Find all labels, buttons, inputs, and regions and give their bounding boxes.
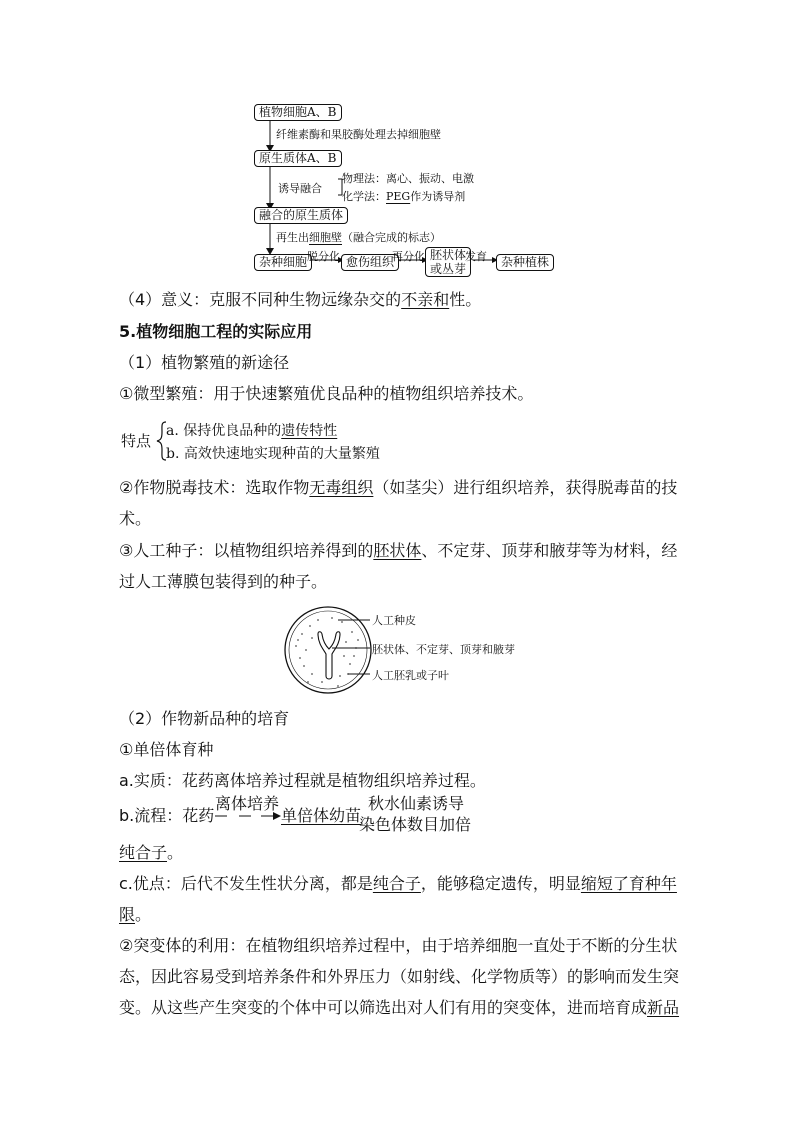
paragraph-mutant-line2: 态，因此容易受到培养条件和外界压力（如射线、化学物质等）的影响而发生突 [119, 967, 680, 986]
flow-box-plant-cells: 植物细胞A、B [254, 104, 342, 121]
process-arrow-1 [213, 810, 283, 822]
feature-item-b: b. 高效快速地实现种苗的大量繁殖 [166, 446, 380, 462]
paragraph-significance: （4）意义：克服不同种生物远缘杂交的不亲和性。 [119, 290, 482, 309]
paragraph-essence: a.实质：花药离体培养过程就是植物组织培养过程。 [119, 771, 486, 790]
process-haploid-seedling: 单倍体幼苗 [281, 806, 362, 825]
paragraph-detox: ②作物脱毒技术：选取作物无毒组织（如茎尖）进行组织培养，获得脱毒苗的技 [119, 478, 678, 497]
flow-physical-method: 物理法：离心、振动、电激 [342, 172, 474, 185]
paragraph-mutant-line3: 变。从这些产生突变的个体中可以筛选出对人们有用的突变体，进而培育成新品 [119, 998, 680, 1017]
flow-box-protoplast: 原生质体A、B [254, 150, 342, 167]
process-over-anther-culture: 离体培养 [215, 794, 280, 813]
flow-chemical-method: 化学法：PEG作为诱导剂 [342, 190, 466, 203]
paragraph-detox-line2: 术。 [119, 509, 152, 528]
flow-box-hybrid-cell: 杂种细胞 [254, 254, 312, 271]
process-result: 纯合子。 [119, 843, 184, 862]
flow-induce-fusion: 诱导融合 [278, 182, 322, 195]
feature-item-a: a. 保持优良品种的遗传特性 [166, 423, 338, 439]
paragraph-artificial-seed: ③人工种子：以植物组织培养得到的胚状体、不定芽、顶芽和腋芽等为材料，经 [119, 541, 678, 560]
paragraph-advantage-line2: 限。 [119, 905, 152, 924]
process-under-doubling: 染色体数目加倍 [359, 815, 472, 834]
flow-box-hybrid-plant: 杂种植株 [496, 254, 554, 271]
flow-step-enzyme: 纤维素酶和果胶酶处理去掉细胞壁 [276, 128, 441, 141]
process-over-colchicine: 秋水仙素诱导 [368, 794, 465, 813]
seed-label-endosperm: 人工胚乳或子叶 [372, 669, 449, 682]
seed-leader-lines [330, 610, 372, 690]
flow-step-regenerate-wall: 再生出细胞壁（融合完成的标志） [276, 231, 441, 244]
flow-box-callus: 愈伤组织 [341, 254, 399, 271]
seed-label-embryoid: 胚状体、不定芽、顶芽和腋芽 [372, 643, 515, 656]
seed-label-coat: 人工种皮 [372, 614, 416, 627]
subheading-new-varieties: （2）作物新品种的培育 [119, 709, 290, 728]
flow-arrow-redifferentiation: 再分化 [392, 250, 425, 263]
paragraph-micropropagation: ①微型繁殖：用于快速繁殖优良品种的植物组织培养技术。 [119, 384, 534, 403]
process-prefix: b.流程：花药 [119, 806, 215, 825]
flow-arrow-develop: 发育 [465, 250, 487, 263]
section-heading-5: 5.植物细胞工程的实际应用 [119, 322, 313, 341]
subheading-haploid-breeding: ①单倍体育种 [119, 740, 214, 759]
paragraph-mutant-line1: ②突变体的利用：在植物组织培养过程中，由于培养细胞一直处于不断的分生状 [119, 936, 678, 955]
subheading-propagation: （1）植物繁殖的新途径 [119, 353, 290, 372]
feature-label: 特点 [121, 432, 152, 450]
paragraph-artificial-seed-line2: 过人工薄膜包装得到的种子。 [119, 572, 328, 591]
flow-box-embryoid: 胚状体 或丛芽 [425, 247, 471, 277]
flow-box-fused-protoplast: 融合的原生质体 [254, 207, 348, 224]
paragraph-advantage: c.优点：后代不发生性状分离，都是纯合子，能够稳定遗传，明显缩短了育种年 [119, 874, 677, 893]
flow-arrow-dedifferentiation: 脱分化 [307, 250, 340, 263]
